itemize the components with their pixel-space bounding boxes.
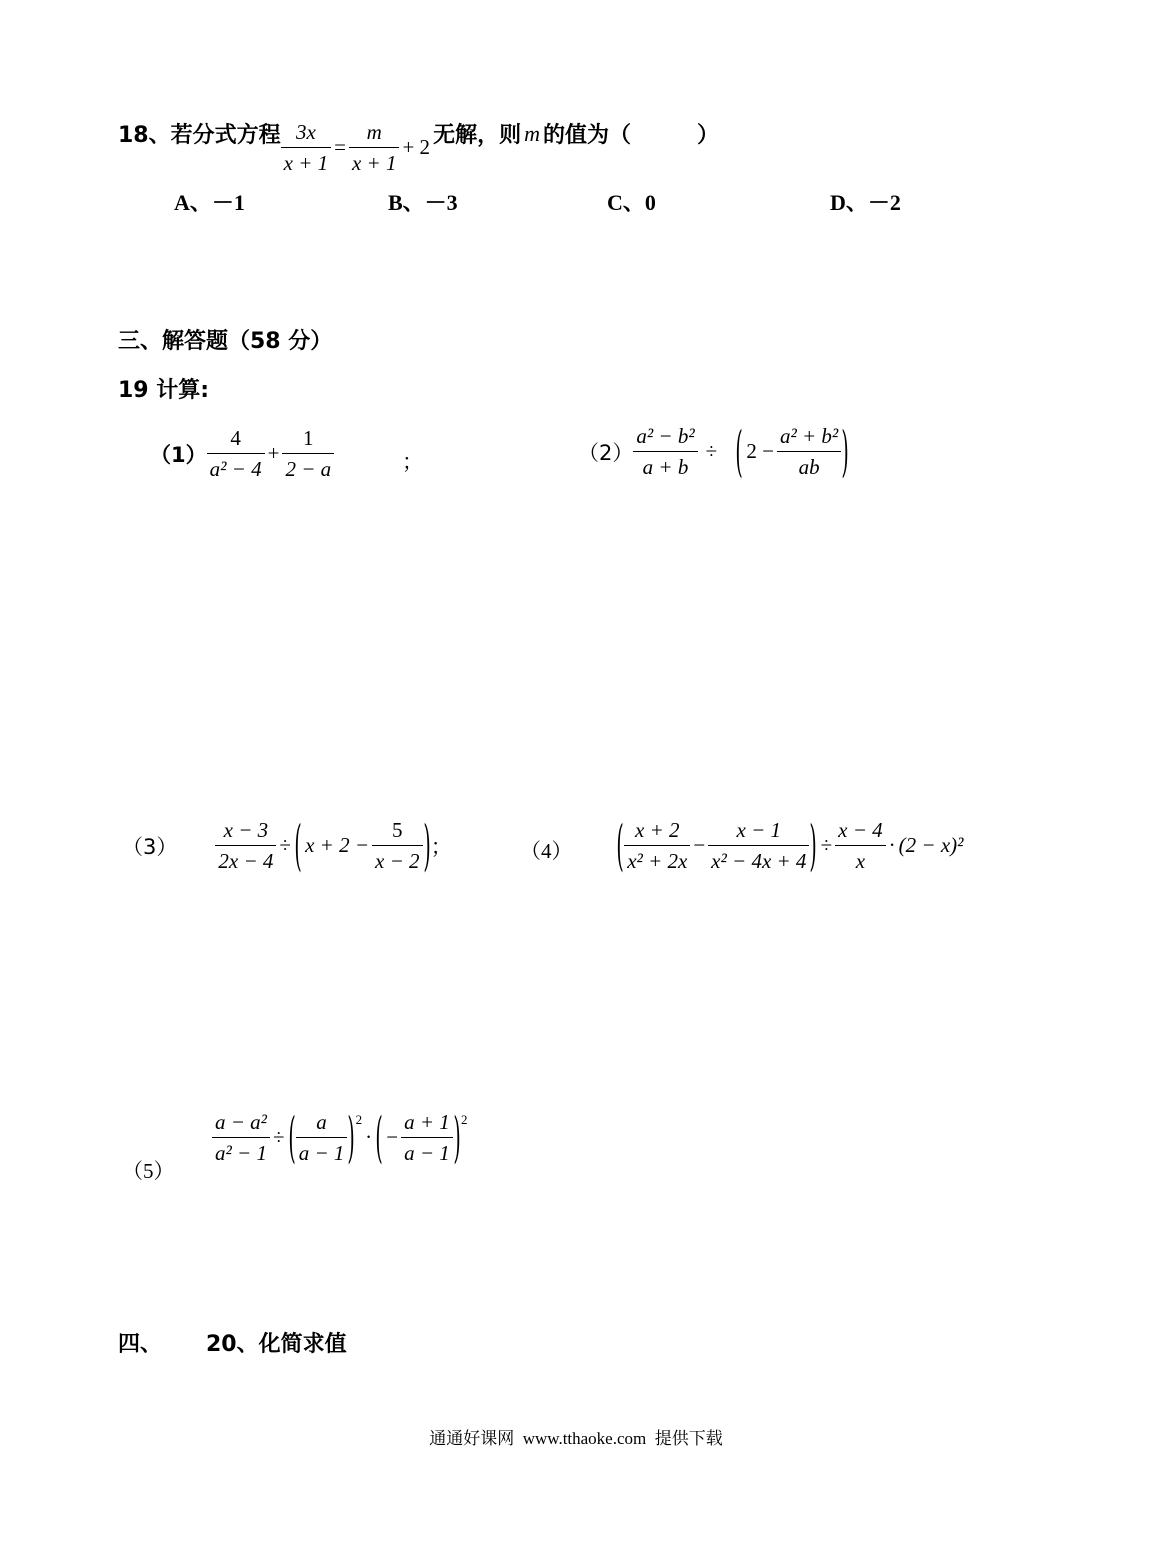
q18-fraction-right	[349, 120, 400, 175]
p4-minus: −	[693, 833, 706, 858]
p3-b-num: 5	[372, 818, 423, 846]
p5-b-num: a	[296, 1110, 348, 1138]
q18-f1-den: x + 1	[283, 150, 329, 175]
p2-fraction-b	[777, 424, 841, 479]
p1-b-num: 1	[282, 426, 334, 454]
q19-part-5	[212, 1106, 468, 1169]
p5-a-num: a − a²	[212, 1110, 270, 1138]
p2-a-num: a² − b²	[633, 424, 697, 452]
p3-close-paren: )	[422, 814, 431, 877]
p2-b-den: ab	[798, 455, 820, 480]
q18-m-var: m	[524, 120, 540, 146]
p4-a-den: x² + 2x	[627, 849, 688, 874]
p2-op: ÷	[705, 439, 718, 464]
q18-f1-num: 3x	[281, 120, 332, 148]
p5-fraction-c	[401, 1110, 453, 1165]
p5-close-paren-1: )	[347, 1106, 356, 1169]
p1-op: +	[267, 441, 280, 466]
p5-c-num: a + 1	[401, 1110, 453, 1138]
q20-title: 20、化简求值	[206, 1332, 347, 1357]
q18-equals: =	[334, 134, 346, 159]
p4-op: ÷	[820, 833, 833, 858]
q19-part-4	[616, 814, 964, 877]
q18-tail: + 2	[402, 134, 431, 159]
p3-inner-lead: x + 2 −	[305, 833, 370, 858]
p5-c-sign: −	[386, 1125, 399, 1150]
q18-suffix-a: 无解，则	[433, 123, 522, 148]
q19-part-4-label: （4）	[520, 839, 573, 863]
p4-fraction-a	[624, 818, 690, 873]
p5-c-den: a − 1	[404, 1141, 450, 1166]
page-footer: 通通好课网 www.tthaoke.com 提供下载	[429, 1429, 723, 1448]
q19-part-3	[122, 814, 452, 877]
p5-exp: 2	[355, 1112, 363, 1127]
section-3-title: 三、解答题（58 分）	[118, 329, 333, 354]
p5-exp2: 2	[461, 1112, 468, 1127]
p1-fraction-a	[207, 426, 265, 481]
p4-fraction-c	[835, 818, 886, 873]
q19-part-2	[578, 420, 850, 483]
p3-open-paren: (	[294, 814, 302, 877]
p2-label: （2）	[578, 440, 634, 465]
p5-fraction-b	[296, 1110, 348, 1165]
p1-a-den: a² − 4	[209, 457, 262, 482]
p4-c-num: x − 4	[835, 818, 886, 846]
q18-fraction-left	[281, 120, 332, 175]
p1-label: （1）	[150, 442, 207, 467]
q18-prefix: 18、若分式方程	[118, 123, 281, 148]
p5-open-paren-2: (	[375, 1106, 383, 1169]
p5-close-paren-2: )	[453, 1106, 461, 1169]
q18-suffix-b: 的值为（ ）	[542, 123, 719, 148]
p1-end: ；	[402, 450, 423, 474]
p2-inner-lead: 2 −	[746, 439, 774, 464]
p5-open-paren-1: (	[287, 1106, 296, 1169]
p5-dot: ·	[365, 1125, 373, 1150]
p1-fraction-b	[282, 426, 334, 481]
p2-close-paren: )	[841, 420, 850, 483]
q18-f2-num: m	[349, 120, 400, 148]
q18-option-b: B、－3	[388, 190, 458, 215]
question-18	[118, 118, 719, 175]
p4-fraction-b	[708, 818, 809, 873]
p3-fraction-a	[215, 818, 276, 873]
p4-b-den: x² − 4x + 4	[711, 849, 807, 874]
p4-b-num: x − 1	[708, 818, 809, 846]
p4-close-paren: )	[809, 814, 818, 877]
p4-tail: (2 − x)²	[898, 833, 964, 858]
p4-a-num: x + 2	[624, 818, 690, 846]
p3-fraction-b	[372, 818, 423, 873]
p3-label: （3）	[122, 834, 178, 859]
p5-a-den: a² − 1	[215, 1141, 267, 1166]
q19-label: 19 计算:	[118, 378, 210, 403]
q19-part-5-label: （5）	[122, 1159, 175, 1183]
p3-end: ；	[430, 834, 452, 859]
q18-option-a: A、－1	[174, 190, 245, 215]
p5-fraction-a	[212, 1110, 270, 1165]
q18-option-c: C、0	[607, 190, 656, 215]
p3-a-num: x − 3	[215, 818, 276, 846]
section-4-number: 四、	[118, 1332, 163, 1357]
p2-b-num: a² + b²	[777, 424, 841, 452]
p3-a-den: 2x − 4	[218, 849, 274, 874]
p3-b-den: x − 2	[375, 849, 420, 874]
p1-b-den: 2 − a	[285, 457, 332, 482]
q18-option-d: D、－2	[830, 190, 901, 215]
p1-a-num: 4	[207, 426, 265, 454]
p4-dot: ·	[888, 833, 896, 858]
p2-a-den: a + b	[642, 455, 689, 480]
p2-fraction-a	[633, 424, 697, 479]
p5-op: ÷	[272, 1125, 285, 1150]
p2-open-paren: (	[735, 420, 743, 483]
p4-open-paren: (	[616, 814, 624, 877]
q18-f2-den: x + 1	[351, 150, 397, 175]
p4-c-den: x	[855, 849, 866, 874]
p3-op: ÷	[279, 833, 291, 858]
p5-b-den: a − 1	[298, 1141, 345, 1166]
q19-part-1	[150, 426, 334, 481]
